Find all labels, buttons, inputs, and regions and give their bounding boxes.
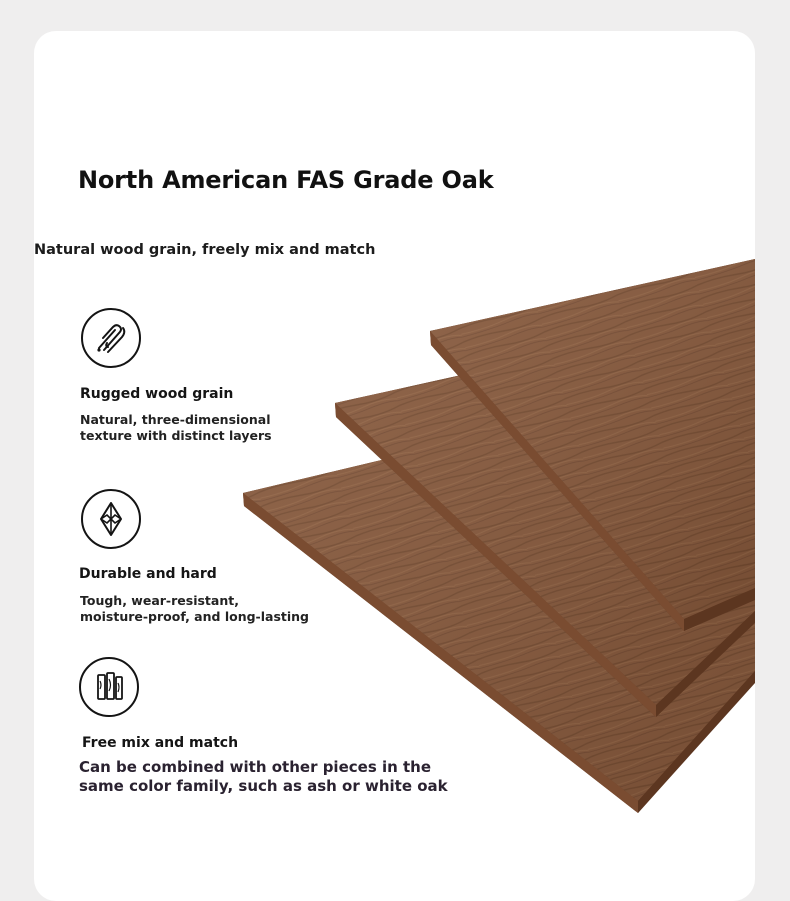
feature-desc-line: Tough, wear-resistant, [80, 593, 239, 608]
feature-desc-durable [80, 593, 309, 625]
feature-desc-line: texture with distinct layers [80, 428, 272, 443]
wood-grain-icon [81, 308, 141, 368]
page-title: North American FAS Grade Oak [78, 166, 494, 194]
feature-desc-line: Can be combined with other pieces in the [79, 758, 432, 776]
diamond-icon [81, 489, 141, 549]
feature-desc-line: same color family, such as ash or white oak [79, 777, 448, 795]
feature-title-rugged: Rugged wood grain [80, 386, 234, 402]
feature-desc-mix [79, 758, 448, 796]
product-card [34, 31, 755, 901]
feature-desc-line: Natural, three-dimensional [80, 412, 271, 427]
feature-desc-rugged [80, 412, 272, 444]
wood-pieces-icon [79, 657, 139, 717]
page-subtitle: Natural wood grain, freely mix and match [34, 242, 376, 258]
feature-desc-line: moisture-proof, and long-lasting [80, 609, 309, 624]
feature-title-durable: Durable and hard [79, 566, 217, 582]
feature-title-mix: Free mix and match [82, 735, 239, 751]
